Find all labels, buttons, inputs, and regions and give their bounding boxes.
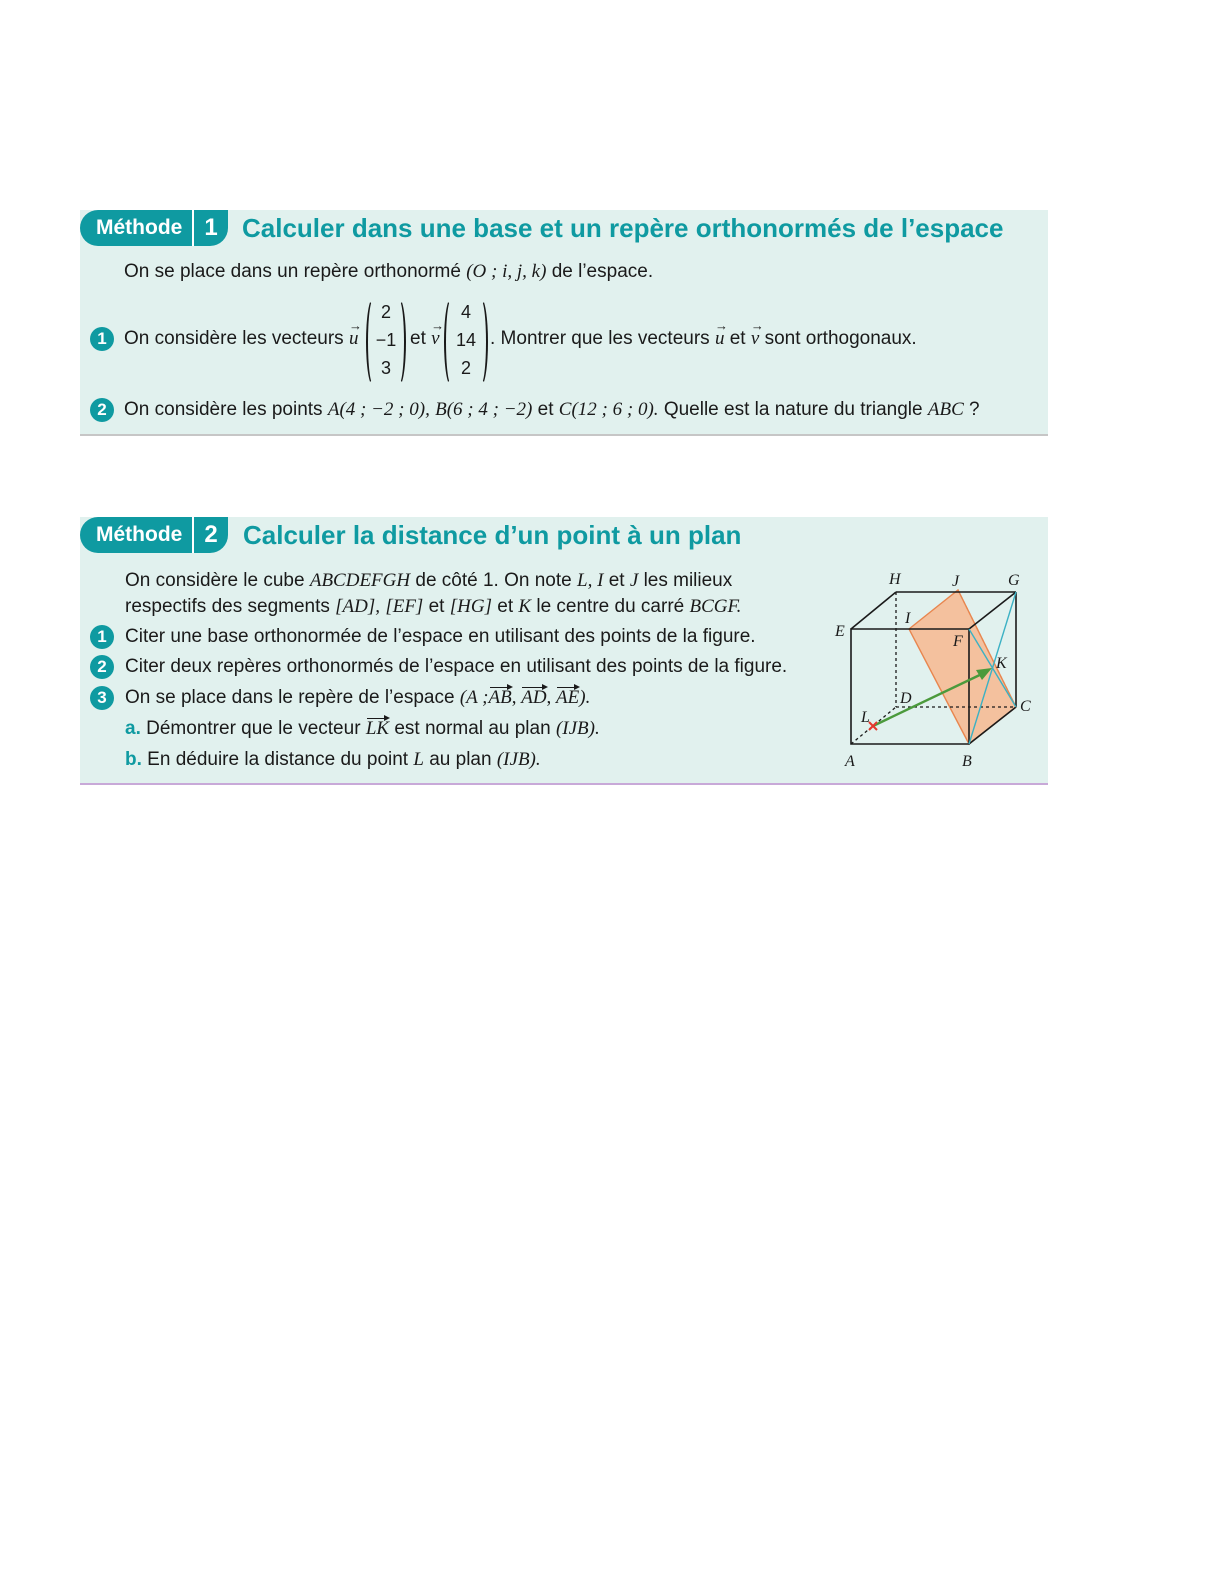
intro-text-2: de côté 1. On note — [415, 570, 572, 591]
label-k: K — [996, 655, 1007, 672]
u-z: 3 — [380, 358, 391, 378]
question-1-number: 1 — [90, 625, 114, 649]
question-3-number: 3 — [90, 686, 114, 710]
question-mark: ? — [969, 399, 980, 420]
label-c: C — [1020, 698, 1031, 715]
method-badge-word: Méthode — [96, 216, 183, 239]
label-a: A — [845, 753, 855, 770]
point-l: L — [413, 749, 424, 770]
frame-close: ). — [579, 687, 591, 708]
q2-text: On considère les points — [124, 399, 323, 420]
m2-q3: On se place dans le repère de l’espace (A ;AB, AD, AE). — [125, 687, 591, 708]
triangle-name: ABC — [927, 399, 964, 420]
square-name: BCGF. — [689, 596, 742, 617]
vector-ae: AE — [556, 687, 580, 708]
right-paren — [392, 298, 406, 386]
edge-eh — [851, 592, 896, 629]
plane-ijb: (IJB). — [496, 749, 541, 770]
label-d: D — [900, 690, 912, 707]
method-1-title: Calculer dans une base et un repère orthonormés de l’espace — [242, 213, 1004, 243]
intro-text-5: le centre du carré — [536, 596, 685, 617]
sub-label-b: b. — [125, 749, 142, 770]
q1-text-3: sont orthogonaux. — [764, 328, 917, 349]
question-1-number: 1 — [90, 327, 114, 351]
q1-text-2: . Montrer que les vecteurs — [490, 328, 710, 349]
frame-notation: (O ; i, j, k) — [466, 261, 547, 282]
method-2-badge — [80, 517, 228, 553]
and-word-2: et — [729, 328, 746, 349]
question-2-number: 2 — [90, 398, 114, 422]
method-1-intro — [124, 260, 653, 284]
question-2-number: 2 — [90, 655, 114, 679]
intro-text: On se place dans un repère orthonormé — [124, 261, 461, 282]
vector-ab: AB — [488, 687, 512, 708]
and-word-3: et — [497, 596, 514, 617]
intro-text-4: respectifs des segments — [125, 596, 330, 617]
qb-text: En déduire la distance du point — [147, 749, 409, 770]
point-j: J — [629, 570, 639, 591]
vector-v-name-2: → v — [751, 327, 759, 351]
u-x: 2 — [380, 302, 391, 322]
vector-ad: AD — [521, 687, 547, 708]
vector-v-name: → v — [431, 327, 439, 351]
sub-label-a: a. — [125, 718, 141, 739]
label-e: E — [835, 623, 845, 640]
m2-qa — [125, 717, 600, 741]
u-y: −1 — [375, 330, 397, 350]
label-j: J — [952, 573, 960, 590]
q3-text: On se place dans le repère de l’espace — [125, 687, 455, 708]
and-word: et — [608, 570, 625, 591]
label-f: F — [953, 633, 963, 650]
point-c: C(12 ; 6 ; 0). — [558, 399, 659, 420]
m1-q2 — [124, 398, 980, 422]
qa-text: Démontrer que le vecteur — [146, 718, 361, 739]
and-word: et — [537, 399, 554, 420]
m2-q2: Citer deux repères orthonormés de l’espace en utilisant des points de la figure. — [125, 656, 788, 677]
m1-q1-end — [490, 327, 917, 351]
m2-q1: Citer une base orthonormée de l’espace en utilisant des points de la figure. — [125, 626, 756, 647]
method-2-title: Calculer la distance d’un point à un plan — [243, 520, 742, 550]
v-z: 2 — [460, 358, 471, 378]
cube-figure — [826, 562, 1036, 772]
and-word-2: et — [428, 596, 445, 617]
cube-name: ABCDEFGH — [309, 570, 411, 591]
points-l-i: L, I — [577, 570, 604, 591]
m1-q1-start — [124, 327, 358, 351]
frame-open: (A ; — [459, 687, 489, 708]
segment-ef: [EF] — [385, 596, 424, 617]
intro-text: On considère le cube — [125, 570, 305, 591]
method-badge-number: 2 — [204, 521, 218, 548]
point-b: B(6 ; 4 ; −2) — [435, 399, 533, 420]
vector-u-name: → u — [349, 327, 359, 351]
segment-hg: [HG] — [449, 596, 492, 617]
edge-fg — [969, 592, 1016, 629]
label-g: G — [1008, 572, 1020, 589]
right-paren — [474, 298, 488, 386]
m2-intro-line-2 — [125, 595, 741, 619]
q1-text: On considère les vecteurs — [124, 328, 344, 349]
label-b: B — [962, 753, 972, 770]
vector-u-coordinates — [366, 298, 406, 382]
label-i: I — [905, 610, 911, 627]
plane-ijb: (IJB). — [555, 718, 600, 739]
m2-qb — [125, 748, 541, 772]
point-a: A(4 ; −2 ; 0), — [327, 399, 430, 420]
qb-text-2: au plan — [429, 749, 492, 770]
intro-end: de l’espace. — [551, 261, 654, 282]
method-1-badge — [80, 210, 228, 246]
point-k: K — [518, 596, 532, 617]
qa-text-2: est normal au plan — [394, 718, 551, 739]
intro-text-3: les milieux — [643, 570, 733, 591]
point-l-marker — [869, 722, 877, 730]
vector-lk: LK — [365, 718, 390, 739]
v-y: 14 — [455, 330, 477, 350]
m1-q1-mid — [410, 327, 440, 351]
v-x: 4 — [460, 302, 471, 322]
and-word: et — [410, 328, 426, 349]
method-1-panel — [80, 210, 1048, 436]
method-badge-word: Méthode — [96, 523, 183, 546]
m2-intro-line-1 — [125, 569, 732, 593]
q2-text-2: Quelle est la nature du triangle — [663, 399, 923, 420]
label-h: H — [889, 571, 901, 588]
label-l: L — [861, 709, 870, 726]
segment-ad: [AD], — [335, 596, 381, 617]
vector-v-coordinates — [444, 298, 488, 382]
vector-u-name-2: → u — [715, 327, 725, 351]
method-badge-number: 1 — [204, 214, 218, 241]
